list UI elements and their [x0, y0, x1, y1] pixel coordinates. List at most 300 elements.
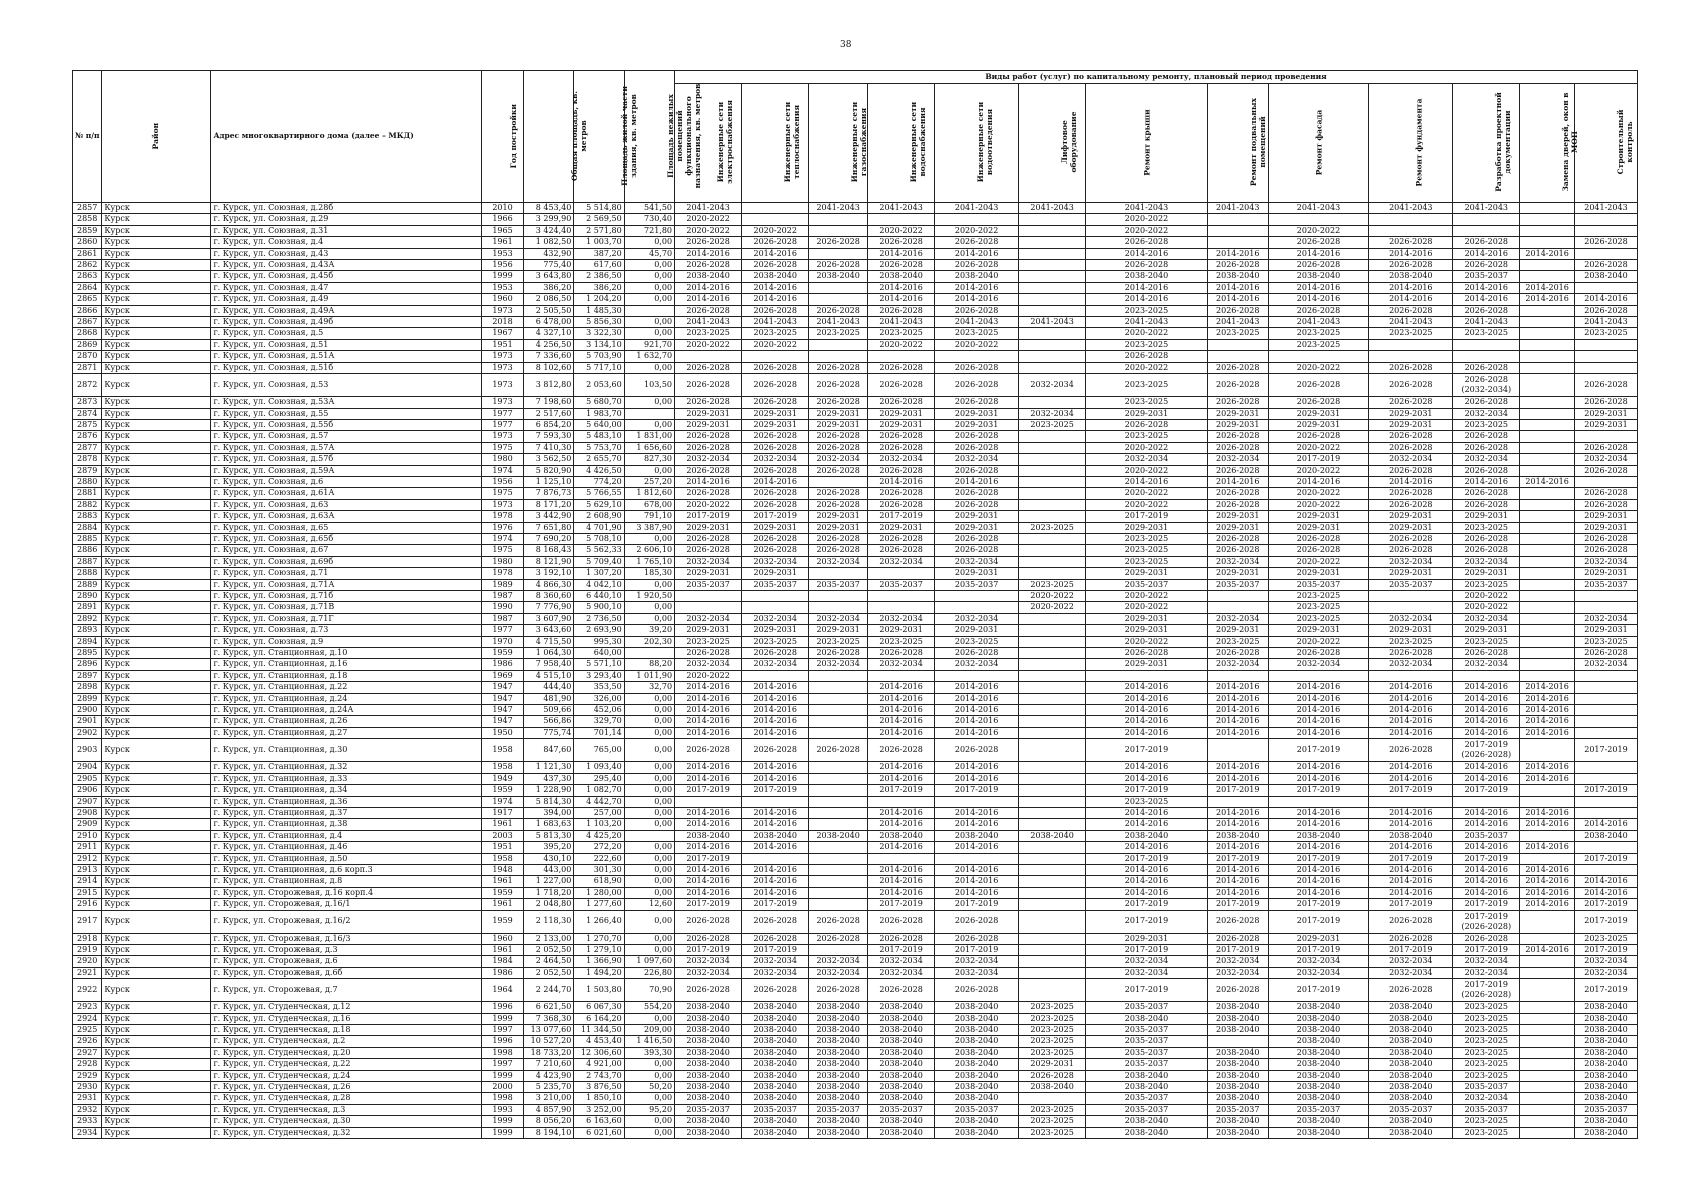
row-number: 2927 — [73, 1047, 102, 1058]
page-number: 38 — [840, 40, 852, 50]
district: Курск — [102, 1116, 211, 1127]
work-design-docs: 2026-2028 — [1453, 488, 1520, 499]
work-gas: 2029-2031 — [809, 419, 868, 430]
work-design-docs: 2017-2019 (2026-2028) — [1453, 979, 1520, 1002]
work-sewage — [935, 351, 1019, 362]
work-design-docs: 2023-2025 — [1453, 1013, 1520, 1024]
work-facade: 2038-2040 — [1268, 1036, 1369, 1047]
work-gas: 2026-2028 — [809, 237, 868, 248]
work-heating: 2014-2016 — [742, 807, 809, 818]
nonres-area: 0,00 — [624, 465, 674, 476]
total-area: 2 052,50 — [524, 967, 574, 978]
work-facade: 2020-2022 — [1268, 499, 1369, 510]
work-gas: 2029-2031 — [809, 522, 868, 533]
work-roof: 2017-2019 — [1086, 979, 1208, 1002]
work-heating: 2014-2016 — [742, 693, 809, 704]
work-elevator — [1019, 282, 1086, 293]
work-doors-windows — [1520, 1116, 1575, 1127]
work-sewage: 2023-2025 — [935, 636, 1019, 647]
work-foundation: 2038-2040 — [1369, 830, 1453, 841]
year-built: 1973 — [482, 397, 524, 408]
work-gas: 2026-2028 — [809, 305, 868, 316]
table-row — [73, 842, 1638, 853]
work-basement: 2026-2028 — [1207, 305, 1268, 316]
work-elevator — [1019, 979, 1086, 1002]
work-electric: 2017-2019 — [675, 853, 742, 864]
table-row — [73, 933, 1638, 944]
work-design-docs: 2026-2028 — [1453, 533, 1520, 544]
work-basement: 2038-2040 — [1207, 830, 1268, 841]
address: г. Курск, ул. Студенческая, д.24 — [211, 1070, 482, 1081]
year-built: 1967 — [482, 328, 524, 339]
work-electric: 2026-2028 — [675, 260, 742, 271]
year-built: 1993 — [482, 1104, 524, 1115]
work-gas — [809, 282, 868, 293]
nonres-area: 0,00 — [624, 864, 674, 875]
work-gas: 2041-2043 — [809, 317, 868, 328]
nonres-area: 1 920,50 — [624, 591, 674, 602]
table-row — [73, 305, 1638, 316]
work-basement: 2038-2040 — [1207, 1127, 1268, 1138]
work-gas: 2026-2028 — [809, 465, 868, 476]
address: г. Курск, ул. Станционная, д.50 — [211, 853, 482, 864]
total-area: 395,20 — [524, 842, 574, 853]
work-roof: 2014-2016 — [1086, 693, 1208, 704]
nonres-area: 0,00 — [624, 876, 674, 887]
work-water: 2026-2028 — [868, 533, 935, 544]
work-water: 2026-2028 — [868, 499, 935, 510]
work-doors-windows — [1520, 533, 1575, 544]
work-heating: 2038-2040 — [742, 1013, 809, 1024]
work-facade: 2017-2019 — [1268, 853, 1369, 864]
work-sewage: 2014-2016 — [935, 476, 1019, 487]
work-elevator — [1019, 294, 1086, 305]
district: Курск — [102, 1127, 211, 1138]
header-nonres-area: Площадь нежилых помещений функционального назначения, кв. метров — [624, 71, 674, 203]
work-sewage: 2032-2034 — [935, 454, 1019, 465]
work-sewage: 2026-2028 — [935, 545, 1019, 556]
work-sewage: 2026-2028 — [935, 648, 1019, 659]
work-water: 2014-2016 — [868, 842, 935, 853]
work-gas: 2026-2028 — [809, 933, 868, 944]
work-electric: 2038-2040 — [675, 1082, 742, 1093]
work-facade: 2032-2034 — [1268, 967, 1369, 978]
table-row — [73, 556, 1638, 567]
work-water: 2035-2037 — [868, 1104, 935, 1115]
header-address: Адрес многоквартирного дома (далее – МКД) — [211, 71, 482, 203]
work-basement: 2038-2040 — [1207, 1059, 1268, 1070]
work-gas: 2038-2040 — [809, 1025, 868, 1036]
living-area: 353,50 — [574, 682, 624, 693]
work-water: 2035-2037 — [868, 579, 935, 590]
work-doors-windows — [1520, 1070, 1575, 1081]
work-construction-control: 2038-2040 — [1574, 1116, 1637, 1127]
work-water — [868, 796, 935, 807]
row-number: 2933 — [73, 1116, 102, 1127]
row-number: 2905 — [73, 773, 102, 784]
work-basement: 2017-2019 — [1207, 853, 1268, 864]
work-sewage: 2014-2016 — [935, 248, 1019, 259]
work-water: 2041-2043 — [868, 203, 935, 214]
work-basement: 2026-2028 — [1207, 545, 1268, 556]
address: г. Курск, ул. Станционная, д.37 — [211, 807, 482, 818]
work-heating: 2026-2028 — [742, 465, 809, 476]
work-gas: 2026-2028 — [809, 397, 868, 408]
work-doors-windows: 2014-2016 — [1520, 705, 1575, 716]
work-facade: 2014-2016 — [1268, 887, 1369, 898]
work-facade: 2029-2031 — [1268, 933, 1369, 944]
row-number: 2877 — [73, 442, 102, 453]
work-gas: 2032-2034 — [809, 659, 868, 670]
table-row — [73, 716, 1638, 727]
work-basement: 2032-2034 — [1207, 967, 1268, 978]
living-area: 1 103,20 — [574, 819, 624, 830]
year-built: 1999 — [482, 1070, 524, 1081]
work-water: 2038-2040 — [868, 1093, 935, 1104]
work-roof: 2020-2022 — [1086, 591, 1208, 602]
work-doors-windows: 2014-2016 — [1520, 773, 1575, 784]
work-basement — [1207, 237, 1268, 248]
work-electric: 2029-2031 — [675, 408, 742, 419]
work-doors-windows — [1520, 670, 1575, 681]
total-area: 7 210,60 — [524, 1059, 574, 1070]
work-sewage: 2014-2016 — [935, 282, 1019, 293]
work-gas: 2026-2028 — [809, 260, 868, 271]
work-basement: 2014-2016 — [1207, 842, 1268, 853]
year-built: 1958 — [482, 853, 524, 864]
work-construction-control: 2038-2040 — [1574, 1013, 1637, 1024]
work-foundation: 2026-2028 — [1369, 362, 1453, 373]
address: г. Курск, ул. Студенческая, д.20 — [211, 1047, 482, 1058]
district: Курск — [102, 807, 211, 818]
work-facade: 2029-2031 — [1268, 568, 1369, 579]
work-design-docs: 2026-2028 (2032-2034) — [1453, 374, 1520, 397]
work-doors-windows — [1520, 214, 1575, 225]
work-facade: 2029-2031 — [1268, 419, 1369, 430]
work-heating: 2038-2040 — [742, 1127, 809, 1138]
work-water — [868, 568, 935, 579]
work-foundation — [1369, 796, 1453, 807]
work-doors-windows: 2014-2016 — [1520, 842, 1575, 853]
table-row — [73, 979, 1638, 1002]
living-area: 6 440,10 — [574, 591, 624, 602]
living-area: 3 134,10 — [574, 339, 624, 350]
address: г. Курск, ул. Союзная, д.53А — [211, 397, 482, 408]
work-gas — [809, 796, 868, 807]
row-number: 2879 — [73, 465, 102, 476]
living-area: 1 983,70 — [574, 408, 624, 419]
work-facade: 2014-2016 — [1268, 693, 1369, 704]
work-design-docs: 2032-2034 — [1453, 1093, 1520, 1104]
work-construction-control: 2032-2034 — [1574, 454, 1637, 465]
table-row — [73, 613, 1638, 624]
total-area: 4 256,50 — [524, 339, 574, 350]
work-heating: 2038-2040 — [742, 1025, 809, 1036]
work-roof: 2038-2040 — [1086, 1127, 1208, 1138]
work-heating: 2038-2040 — [742, 271, 809, 282]
nonres-area: 0,00 — [624, 739, 674, 762]
work-construction-control: 2029-2031 — [1574, 408, 1637, 419]
work-construction-control: 2038-2040 — [1574, 1036, 1637, 1047]
work-heating: 2014-2016 — [742, 282, 809, 293]
work-roof: 2014-2016 — [1086, 248, 1208, 259]
district: Курск — [102, 659, 211, 670]
total-area: 7 593,30 — [524, 431, 574, 442]
work-facade: 2026-2028 — [1268, 545, 1369, 556]
work-facade: 2017-2019 — [1268, 785, 1369, 796]
work-heating: 2038-2040 — [742, 1059, 809, 1070]
living-area: 1 503,80 — [574, 979, 624, 1002]
work-foundation: 2026-2028 — [1369, 237, 1453, 248]
work-design-docs: 2014-2016 — [1453, 716, 1520, 727]
table-row — [73, 294, 1638, 305]
work-gas: 2029-2031 — [809, 408, 868, 419]
work-electric: 2029-2031 — [675, 522, 742, 533]
work-elevator — [1019, 397, 1086, 408]
address: г. Курск, ул. Союзная, д.55 — [211, 408, 482, 419]
work-basement: 2017-2019 — [1207, 899, 1268, 910]
work-elevator — [1019, 967, 1086, 978]
address: г. Курск, ул. Станционная, д.16 — [211, 659, 482, 670]
work-water: 2014-2016 — [868, 682, 935, 693]
work-roof: 2023-2025 — [1086, 305, 1208, 316]
work-water: 2014-2016 — [868, 864, 935, 875]
work-roof: 2023-2025 — [1086, 374, 1208, 397]
work-sewage: 2038-2040 — [935, 830, 1019, 841]
district: Курск — [102, 1013, 211, 1024]
work-heating: 2014-2016 — [742, 705, 809, 716]
year-built: 1977 — [482, 408, 524, 419]
work-doors-windows — [1520, 556, 1575, 567]
year-built: 1999 — [482, 271, 524, 282]
work-roof: 2038-2040 — [1086, 271, 1208, 282]
work-design-docs: 2023-2025 — [1453, 1116, 1520, 1127]
work-sewage: 2029-2031 — [935, 522, 1019, 533]
work-foundation: 2017-2019 — [1369, 899, 1453, 910]
work-sewage: 2014-2016 — [935, 876, 1019, 887]
nonres-area: 32,70 — [624, 682, 674, 693]
work-heating: 2020-2022 — [742, 225, 809, 236]
work-electric: 2026-2028 — [675, 431, 742, 442]
work-construction-control: 2026-2028 — [1574, 533, 1637, 544]
work-sewage: 2014-2016 — [935, 705, 1019, 716]
total-area: 8 056,20 — [524, 1116, 574, 1127]
work-facade: 2035-2037 — [1268, 1104, 1369, 1115]
work-foundation: 2026-2028 — [1369, 374, 1453, 397]
total-area: 3 442,90 — [524, 511, 574, 522]
living-area: 3 322,30 — [574, 328, 624, 339]
total-area: 7 651,80 — [524, 522, 574, 533]
district: Курск — [102, 397, 211, 408]
table-row — [73, 739, 1638, 762]
work-basement: 2038-2040 — [1207, 1116, 1268, 1127]
living-area: 4 442,70 — [574, 796, 624, 807]
nonres-area: 554,20 — [624, 1002, 674, 1013]
work-gas — [809, 705, 868, 716]
work-design-docs: 2014-2016 — [1453, 842, 1520, 853]
work-construction-control: 2026-2028 — [1574, 499, 1637, 510]
work-doors-windows — [1520, 237, 1575, 248]
district: Курск — [102, 568, 211, 579]
year-built: 1978 — [482, 511, 524, 522]
living-area: 386,20 — [574, 282, 624, 293]
work-sewage — [935, 214, 1019, 225]
work-design-docs: 2041-2043 — [1453, 317, 1520, 328]
district: Курск — [102, 727, 211, 738]
work-basement: 2038-2040 — [1207, 1082, 1268, 1093]
work-water: 2026-2028 — [868, 933, 935, 944]
work-foundation: 2038-2040 — [1369, 271, 1453, 282]
work-water: 2038-2040 — [868, 1116, 935, 1127]
work-water: 2032-2034 — [868, 454, 935, 465]
work-construction-control — [1574, 682, 1637, 693]
work-foundation: 2014-2016 — [1369, 864, 1453, 875]
work-design-docs: 2041-2043 — [1453, 203, 1520, 214]
work-elevator — [1019, 648, 1086, 659]
work-heating: 2029-2031 — [742, 408, 809, 419]
row-number: 2889 — [73, 579, 102, 590]
work-roof: 2029-2031 — [1086, 613, 1208, 624]
address: г. Курск, ул. Союзная, д.65 — [211, 522, 482, 533]
total-area: 1 228,90 — [524, 785, 574, 796]
work-construction-control — [1574, 351, 1637, 362]
work-construction-control: 2026-2028 — [1574, 374, 1637, 397]
year-built: 1975 — [482, 442, 524, 453]
work-foundation: 2017-2019 — [1369, 853, 1453, 864]
table-row — [73, 602, 1638, 613]
district: Курск — [102, 956, 211, 967]
work-elevator: 2041-2043 — [1019, 203, 1086, 214]
work-elevator — [1019, 727, 1086, 738]
work-design-docs: 2014-2016 — [1453, 282, 1520, 293]
work-elevator — [1019, 568, 1086, 579]
work-facade: 2023-2025 — [1268, 339, 1369, 350]
work-roof: 2014-2016 — [1086, 762, 1208, 773]
nonres-area: 0,00 — [624, 693, 674, 704]
work-water: 2038-2040 — [868, 830, 935, 841]
row-number: 2885 — [73, 533, 102, 544]
district: Курск — [102, 488, 211, 499]
year-built: 1973 — [482, 374, 524, 397]
work-roof: 2017-2019 — [1086, 785, 1208, 796]
address: г. Курск, ул. Союзная, д.57А — [211, 442, 482, 453]
district: Курск — [102, 248, 211, 259]
address: г. Курск, ул. Сторожевая, д.7 — [211, 979, 482, 1002]
total-area: 481,90 — [524, 693, 574, 704]
row-number: 2926 — [73, 1036, 102, 1047]
work-elevator: 2026-2028 — [1019, 1070, 1086, 1081]
work-doors-windows — [1520, 545, 1575, 556]
year-built: 1984 — [482, 956, 524, 967]
work-construction-control: 2038-2040 — [1574, 1047, 1637, 1058]
work-gas — [809, 682, 868, 693]
work-water: 2014-2016 — [868, 807, 935, 818]
work-basement: 2038-2040 — [1207, 1013, 1268, 1024]
work-doors-windows — [1520, 465, 1575, 476]
table-row — [73, 1025, 1638, 1036]
district: Курск — [102, 1002, 211, 1013]
address: г. Курск, ул. Станционная, д.27 — [211, 727, 482, 738]
work-electric — [675, 351, 742, 362]
work-foundation: 2014-2016 — [1369, 773, 1453, 784]
year-built: 1956 — [482, 476, 524, 487]
work-heating: 2026-2028 — [742, 237, 809, 248]
work-elevator — [1019, 533, 1086, 544]
district: Курск — [102, 339, 211, 350]
work-roof: 2014-2016 — [1086, 705, 1208, 716]
work-electric: 2038-2040 — [675, 830, 742, 841]
work-electric: 2014-2016 — [675, 887, 742, 898]
address: г. Курск, ул. Союзная, д.61А — [211, 488, 482, 499]
work-roof: 2035-2037 — [1086, 579, 1208, 590]
work-roof: 2020-2022 — [1086, 214, 1208, 225]
table-row — [73, 762, 1638, 773]
work-heating: 2038-2040 — [742, 830, 809, 841]
row-number: 2888 — [73, 568, 102, 579]
living-area: 272,20 — [574, 842, 624, 853]
work-elevator — [1019, 773, 1086, 784]
table-row — [73, 591, 1638, 602]
nonres-area: 1 011,90 — [624, 670, 674, 681]
year-built: 1959 — [482, 887, 524, 898]
work-electric: 2020-2022 — [675, 339, 742, 350]
work-roof: 2032-2034 — [1086, 454, 1208, 465]
work-electric: 2038-2040 — [675, 1059, 742, 1070]
work-heating: 2038-2040 — [742, 1036, 809, 1047]
nonres-area — [624, 648, 674, 659]
work-water: 2020-2022 — [868, 339, 935, 350]
district: Курск — [102, 431, 211, 442]
work-water: 2014-2016 — [868, 294, 935, 305]
district: Курск — [102, 613, 211, 624]
work-facade: 2026-2028 — [1268, 305, 1369, 316]
work-facade: 2014-2016 — [1268, 716, 1369, 727]
work-elevator — [1019, 351, 1086, 362]
table-row — [73, 727, 1638, 738]
work-design-docs: 2014-2016 — [1453, 476, 1520, 487]
header-work-col: Инженерные сети газоснабжения — [809, 84, 868, 203]
living-area: 5 640,00 — [574, 419, 624, 430]
work-sewage: 2017-2019 — [935, 944, 1019, 955]
address: г. Курск, ул. Союзная, д.73 — [211, 625, 482, 636]
row-number: 2876 — [73, 431, 102, 442]
work-roof: 2029-2031 — [1086, 568, 1208, 579]
work-sewage: 2038-2040 — [935, 1036, 1019, 1047]
work-basement — [1207, 591, 1268, 602]
work-elevator — [1019, 739, 1086, 762]
work-doors-windows — [1520, 979, 1575, 1002]
work-doors-windows: 2014-2016 — [1520, 476, 1575, 487]
work-gas: 2038-2040 — [809, 1082, 868, 1093]
work-roof: 2026-2028 — [1086, 260, 1208, 271]
living-area: 3 876,50 — [574, 1082, 624, 1093]
work-electric — [675, 602, 742, 613]
work-facade: 2032-2034 — [1268, 659, 1369, 670]
work-construction-control — [1574, 864, 1637, 875]
row-number: 2904 — [73, 762, 102, 773]
row-number: 2891 — [73, 602, 102, 613]
work-facade: 2017-2019 — [1268, 454, 1369, 465]
work-facade: 2014-2016 — [1268, 876, 1369, 887]
work-elevator — [1019, 488, 1086, 499]
work-water: 2014-2016 — [868, 773, 935, 784]
address: г. Курск, ул. Союзная, д.51А — [211, 351, 482, 362]
district: Курск — [102, 864, 211, 875]
address: г. Курск, ул. Союзная, д.69б — [211, 556, 482, 567]
work-construction-control: 2038-2040 — [1574, 1082, 1637, 1093]
work-basement: 2038-2040 — [1207, 1093, 1268, 1104]
year-built: 1959 — [482, 648, 524, 659]
